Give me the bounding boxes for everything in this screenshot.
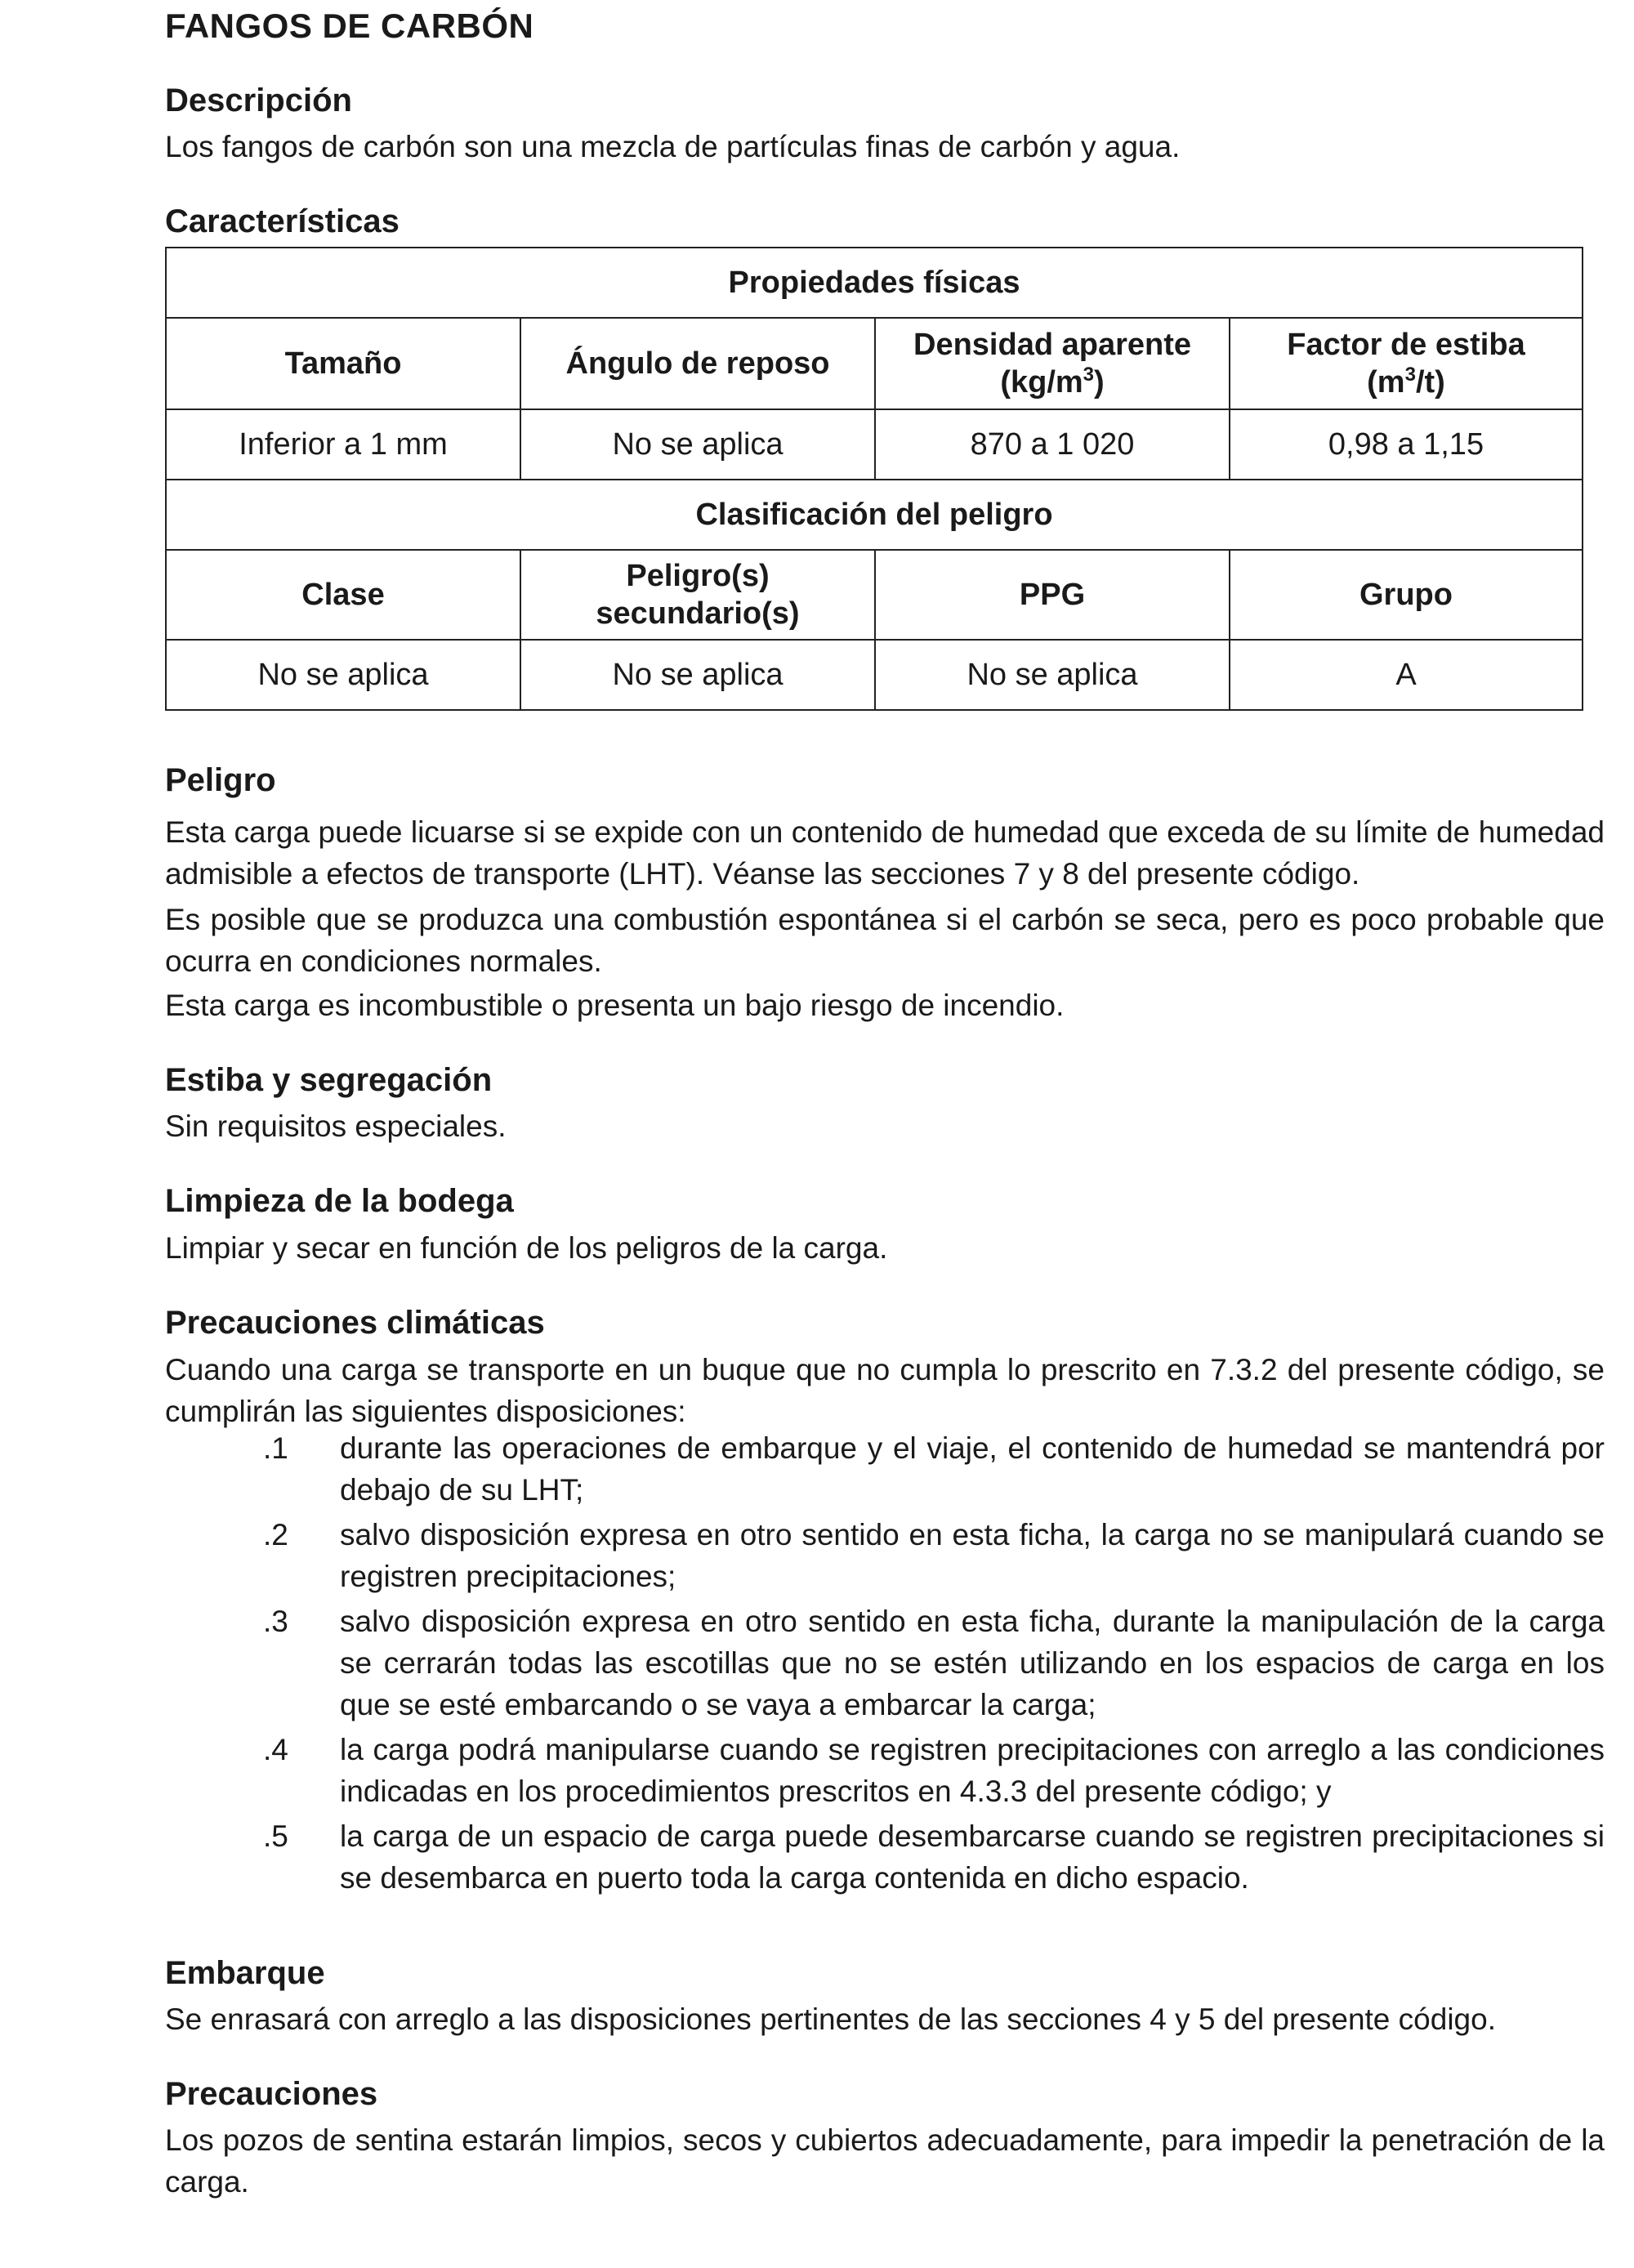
value-size: Inferior a 1 mm — [166, 409, 520, 480]
header-bulk-density — [875, 318, 1230, 409]
list-item-text: salvo disposición expresa en otro sentido en esta ficha, durante la manipulación de la carga se cerrarán todas las escotillas que no se estén utilizando en los espacios de carga en los que se esté embarcando o se vaya a embarcar la carga; — [340, 1605, 1605, 1721]
list-item — [165, 1427, 1605, 1511]
list-item-number: .3 — [263, 1605, 288, 1638]
section-heading-peligro: Peligro — [165, 762, 276, 798]
properties-table — [165, 247, 1583, 711]
peligro-paragraph-2: Es posible que se produzca una combustión espontánea si el carbón se seca, pero es poco probable que ocurra en condiciones normales. — [165, 903, 1605, 978]
header-angle-of-repose: Ángulo de reposo — [520, 318, 875, 409]
header-bulk-density-label: Densidad aparente — [913, 328, 1191, 362]
list-item-number: .5 — [263, 1819, 288, 1853]
list-item-text: la carga de un espacio de carga puede desembarcarse cuando se registren precipitaciones si se desembarca en puerto toda la carga contenida en dicho espacio. — [340, 1819, 1605, 1895]
embarque-text: Se enrasará con arreglo a las disposiciones pertinentes de las secciones 4 y 5 del presente código. — [165, 2002, 1496, 2036]
conditions-list — [165, 1427, 1605, 1902]
section-heading-limpieza: Limpieza de la bodega — [165, 1183, 514, 1219]
header-stowage-factor-label: Factor de estiba — [1287, 328, 1525, 362]
value-angle-of-repose: No se aplica — [520, 409, 875, 480]
list-item — [165, 1815, 1605, 1899]
list-item-text: la carga podrá manipularse cuando se registren precipitaciones con arreglo a las condiciones indicadas en los procedimientos prescritos en 4.3.3 del presente código; y — [340, 1733, 1605, 1808]
list-item-number: .2 — [263, 1518, 288, 1551]
table-group-hazard-classification: Clasificación del peligro — [166, 480, 1583, 550]
list-item-text: salvo disposición expresa en otro sentido en esta ficha, la carga no se manipulará cuando se registren precipitaciones; — [340, 1518, 1605, 1593]
section-heading-descripcion: Descripción — [165, 83, 352, 118]
peligro-paragraph-3: Esta carga es incombustible o presenta un bajo riesgo de incendio. — [165, 989, 1065, 1022]
value-group: A — [1230, 640, 1583, 710]
list-item — [165, 1514, 1605, 1597]
header-stowage-factor-unit: $(m^3/t)$ — [1367, 364, 1445, 400]
list-item-text: durante las operaciones de embarque y el viaje, el contenido de humedad se mantendrá por debajo de su LHT; — [340, 1431, 1605, 1507]
descripcion-text: Los fangos de carbón son una mezcla de partículas finas de carbón y agua. — [165, 130, 1181, 163]
page-title: FANGOS DE CARBÓN — [165, 7, 534, 45]
list-item-number: .4 — [263, 1733, 288, 1766]
precauciones-climaticas-intro: Cuando una carga se transporte en un buque que no cumpla lo prescrito en 7.3.2 del presente código, se cumplirán las siguientes disposiciones: — [165, 1353, 1605, 1428]
header-class: Clase — [166, 550, 520, 640]
section-heading-precauciones-climaticas: Precauciones climáticas — [165, 1305, 545, 1341]
estiba-text: Sin requisitos especiales. — [165, 1109, 507, 1143]
limpieza-text: Limpiar y secar en función de los peligros de la carga. — [165, 1231, 888, 1265]
list-item — [165, 1729, 1605, 1812]
header-stowage-factor — [1230, 318, 1583, 409]
section-heading-precauciones: Precauciones — [165, 2076, 378, 2112]
value-stowage-factor: 0,98 a 1,15 — [1230, 409, 1583, 480]
header-group: Grupo — [1230, 550, 1583, 640]
table-group-physical-properties: Propiedades físicas — [166, 248, 1583, 318]
header-secondary-hazards: Peligro(s) secundario(s) — [520, 550, 875, 640]
list-item-number: .1 — [263, 1431, 288, 1465]
value-class: No se aplica — [166, 640, 520, 710]
section-heading-estiba: Estiba y segregación — [165, 1062, 493, 1098]
value-secondary-hazards: No se aplica — [520, 640, 875, 710]
precauciones-text: Los pozos de sentina estarán limpios, secos y cubiertos adecuadamente, para impedir la penetración de la carga. — [165, 2123, 1605, 2199]
header-bulk-density-unit: $(kg/m^3)$ — [1000, 364, 1105, 400]
peligro-paragraph-1: Esta carga puede licuarse si se expide con un contenido de humedad que exceda de su límite de humedad admisible a efectos de transporte (LHT). Véanse las secciones 7 y 8 del presente código. — [165, 815, 1605, 891]
section-heading-embarque: Embarque — [165, 1955, 325, 1991]
list-item — [165, 1601, 1605, 1726]
value-bulk-density: 870 a 1 020 — [875, 409, 1230, 480]
value-mhb: No se aplica — [875, 640, 1230, 710]
header-size: Tamaño — [166, 318, 520, 409]
section-heading-caracteristicas: Características — [165, 203, 400, 239]
header-mhb: PPG — [875, 550, 1230, 640]
